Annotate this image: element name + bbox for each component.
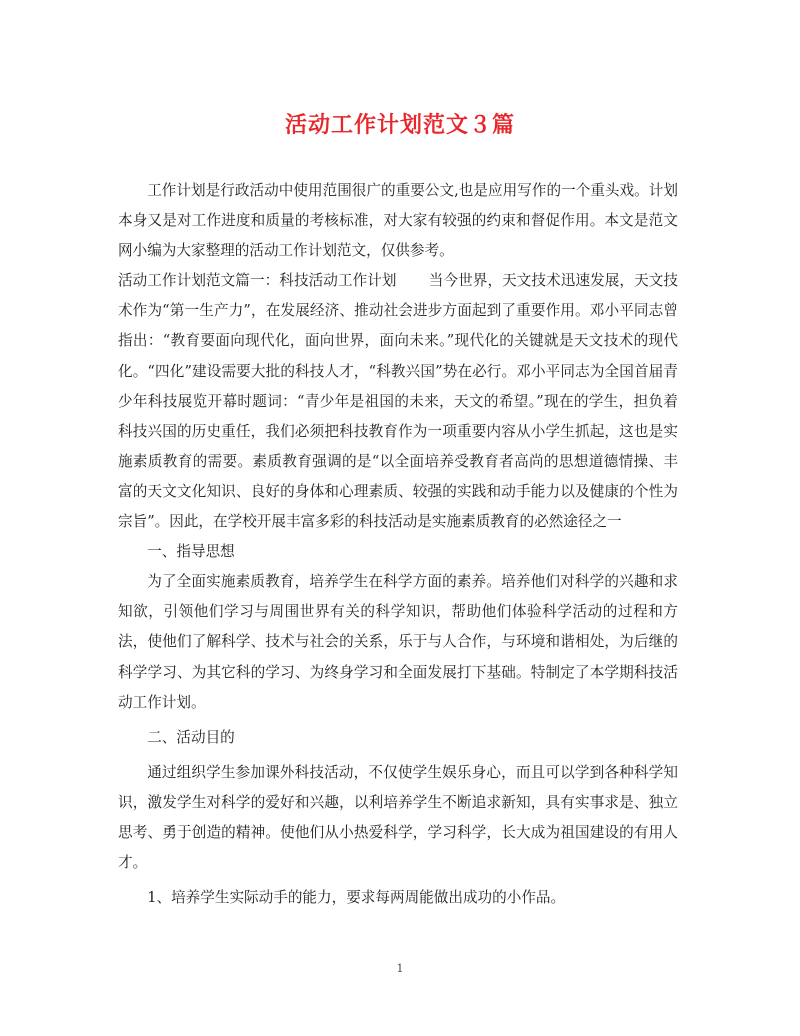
- article-paragraph: [118, 266, 678, 537]
- page-number: 1: [396, 962, 404, 975]
- section1-heading: 一、指导思想: [147, 543, 235, 561]
- article-header: 活动工作计划范文篇一：科技活动工作计划: [118, 272, 397, 290]
- document-body: [118, 176, 678, 913]
- document-title: 活动工作计划范文３篇: [284, 112, 515, 138]
- section2-heading: 二、活动目的: [147, 728, 235, 746]
- list-item-1: 1、培养学生实际动手的能力，要求每两周能做出成功的小作品。: [147, 889, 566, 907]
- article-lead: 当今世界，天文技术迅速发展，天文技术作为“第一生产力”，在发展经济、推动社会进步方面起到了重要作用。邓小平同志曾指出：“教育要面向现代化，面向世界，面向未来。”现代化的关键就是天文技术的现代化。“四化”建设需要大批的科技人才，“科教兴国”势在必行。邓小平同志为全国首届青少年科技展览开幕时题词：“青少年是祖国的未来，天文的希望。”现在的学生，担负着科技兴国的历史重任，我们必须把科技教育作为一项重要内容从小学生抓起，这也是实施素质教育的需要。素质教育强调的是“以全面培养受教育者高尚的思想道德情操、丰富的天文文化知识、良好的身体和心理素质、较强的实践和动手能力以及健康的个性为宗旨”。因此，在学校开展丰富多彩的科技活动是实施素质教育的必然途径之一: [118, 272, 678, 531]
- section1-body: 为了全面实施素质教育，培养学生在科学方面的素养。培养他们对科学的兴趣和求知欲，引领他们学习与周围世界有关的科学知识，帮助他们体验科学活动的过程和方法，使他们了解科学、技术与社会的关系，乐于与人合作，与环境和谐相处，为后继的科学学习、为其它科的学习、为终身学习和全面发展打下基础。特制定了本学期科技活动工作计划。: [118, 573, 678, 711]
- section2-body: 通过组织学生参加课外科技活动，不仅使学生娱乐身心，而且可以学到各种科学知识，激发学生对科学的爱好和兴趣，以利培养学生不断追求新知，具有实事求是、独立思考、勇于创造的精神。使他们从小热爱科学，学习科学，长大成为祖国建设的有用人才。: [118, 763, 678, 872]
- intro-paragraph: 工作计划是行政活动中使用范围很广的重要公文,也是应用写作的一个重头戏。计划本身又是对工作进度和质量的考核标准，对大家有较强的约束和督促作用。本文是范文网小编为大家整理的活动工作计划范文，仅供参考。: [118, 182, 678, 260]
